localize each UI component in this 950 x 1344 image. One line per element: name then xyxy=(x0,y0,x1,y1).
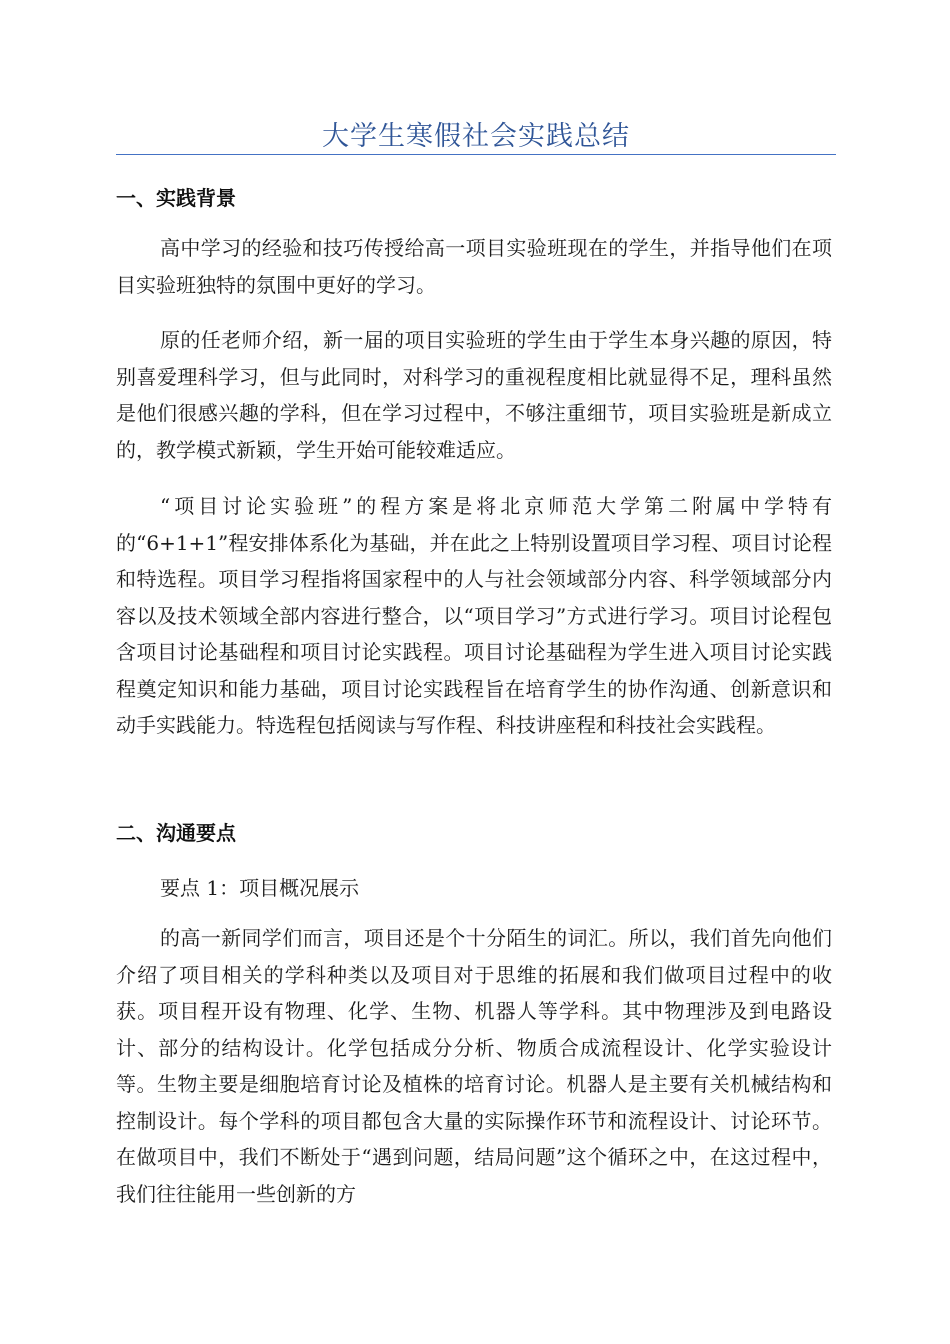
section-heading-background: 一、实践背景 xyxy=(116,186,236,210)
section-heading-communication: 二、沟通要点 xyxy=(116,821,236,845)
sub-point-title: 要点 1：项目概况展示 xyxy=(160,876,360,900)
document-title: 大学生寒假社会实践总结 xyxy=(322,121,630,152)
paragraph: 的高一新同学们而言，项目还是个十分陌生的词汇。所以，我们首先向他们介绍了项目相关的学科种类以及项目对于思维的拓展和我们做项目过程中的收获。项目程开设有物理、化学、生物、机器人等学科。其中物理涉及到电路设计、部分的结构设计。化学包括成分分析、物质合成流程设计、化学实验设计等。生物主要是细胞培育讨论及植株的培育讨论。机器人是主要有关机械结构和控制设计。每个学科的项目都包含大量的实际操作环节和流程设计、讨论环节。在做项目中，我们不断处于“遇到问题，结局问题”这个循环之中，在这过程中，我们往往能用一些创新的方 xyxy=(116,926,832,1206)
paragraph: 高中学习的经验和技巧传授给高一项目实验班现在的学生，并指导他们在项目实验班独特的氛围中更好的学习。 xyxy=(116,236,832,297)
paragraph: “项目讨论实验班”的程方案是将北京师范大学第二附属中学特有的“6+1+1”程安排体系化为基础，并在此之上特别设置项目学习程、项目讨论程和特选程。项目学习程指将国家程中的人与社会领域部分内容、科学领域部分内容以及技术领域全部内容进行整合，以“项目学习”方式进行学习。项目讨论程包含项目讨论基础程和项目讨论实践程。项目讨论基础程为学生进入项目讨论实践程奠定知识和能力基础，项目讨论实践程旨在培育学生的协作沟通、创新意识和动手实践能力。特选程包括阅读与写作程、科技讲座程和科技社会实践程。 xyxy=(116,494,832,737)
paragraph: 原的任老师介绍，新一届的项目实验班的学生由于学生本身兴趣的原因，特别喜爱理科学习，但与此同时，对科学习的重视程度相比就显得不足，理科虽然是他们很感兴趣的学科，但在学习过程中，不够注重细节，项目实验班是新成立的，教学模式新颖，学生开始可能较难适应。 xyxy=(116,328,832,462)
title-underline xyxy=(116,154,836,155)
